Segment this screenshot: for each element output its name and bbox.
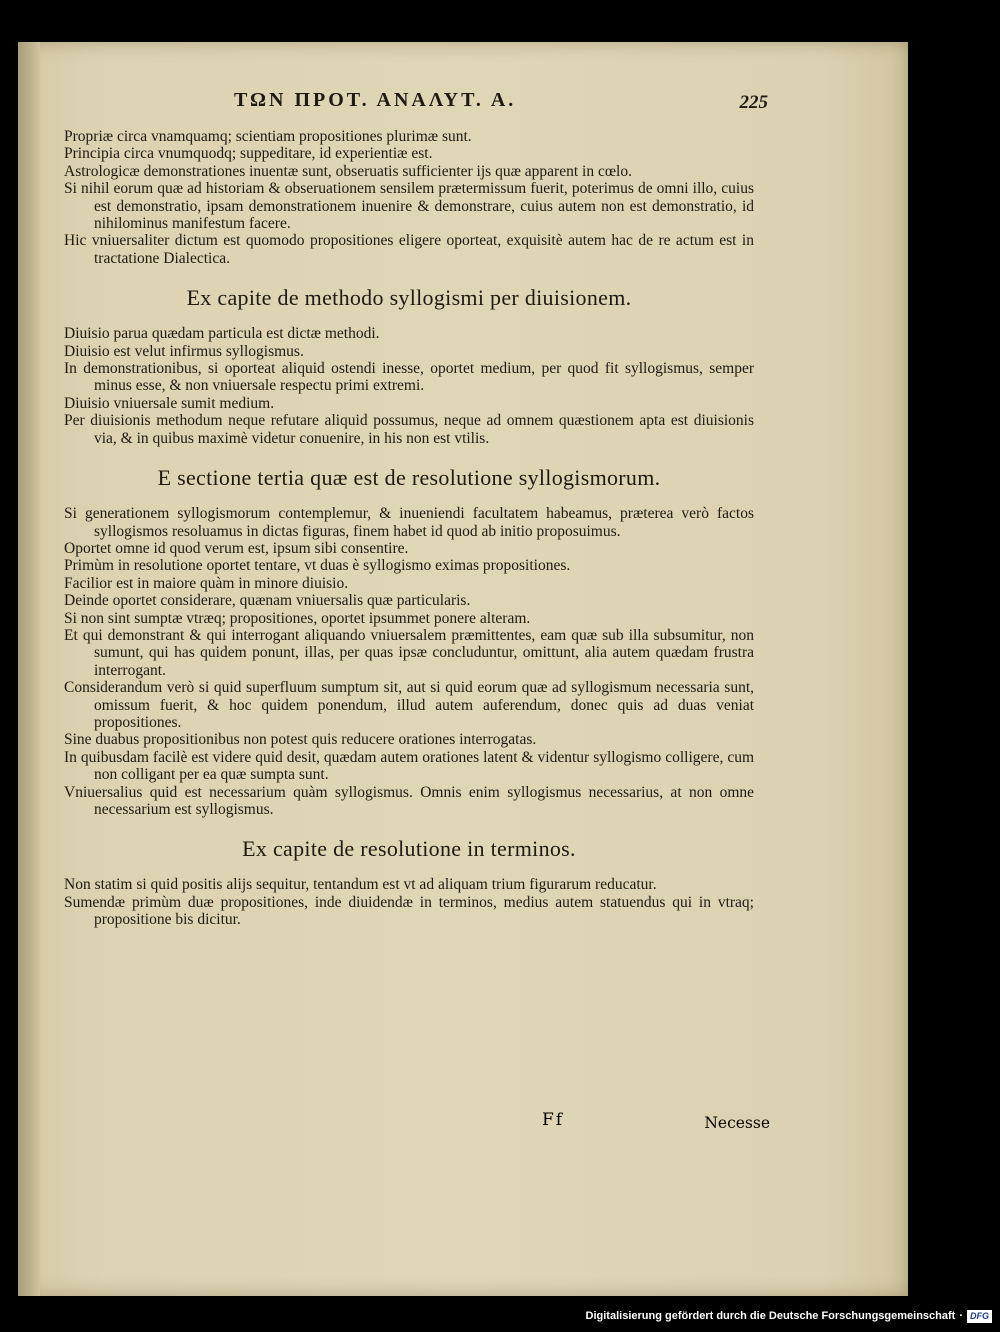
catchword: Necesse	[704, 1114, 770, 1132]
section-heading: Ex capite de methodo syllogismi per diuisionem.	[186, 285, 632, 311]
paragraph: Sumendæ primùm duæ propositiones, inde diuidendæ in terminos, medius autem statuendus qui in vtraq; propositione bis dicitur.	[64, 893, 754, 929]
section-terminos	[64, 836, 754, 928]
paragraph: Non statim si quid positis alijs sequitur, tentandum est vt ad aliquam trium figurarum reducatur.	[64, 876, 657, 894]
credit-text: Digitalisierung gefördert durch die Deutsche Forschungsgemeinschaft	[585, 1310, 956, 1322]
page-number: 225	[739, 92, 768, 113]
paragraph: Facilior est in maiore quàm in minore diuisio.	[64, 574, 349, 592]
section-intro	[64, 128, 754, 267]
paragraph: Propriæ circa vnamquamq; scientiam propositiones plurimæ sunt.	[64, 128, 472, 145]
paragraph: Per diuisionis methodum neque refutare aliquid possumus, neque ad omnem quæstionem apta est diuisionis via, & in quibus maximè videtur conuenire, in his non est vtilis.	[64, 412, 754, 447]
signature-mark: Ff	[542, 1110, 565, 1130]
paragraph: Considerandum verò si quid superfluum sumptum sit, aut si quid eorum quæ ad syllogismum necessaria sunt, omissum fuerit, & hoc quidem ponendum, illud autem auferendum, donec quis ad duas veniat propositiones.	[64, 679, 754, 731]
paragraph: Primùm in resolutione oportet tentare, vt duas è syllogismo eximas propositiones.	[64, 557, 571, 575]
paragraph: Diuisio est velut infirmus syllogismus.	[64, 342, 304, 360]
funding-credit	[586, 1308, 992, 1324]
credit-separator: ·	[959, 1310, 963, 1322]
page-header	[64, 89, 768, 116]
page-content	[64, 89, 768, 929]
paragraph: Si nihil eorum quæ ad historiam & obseruationem sensilem prætermissum fuerit, poterimus de omni illo, cuius est demonstratio, ipsam demonstrationem inuenire & demonstrare, cuius autem non est demonstratio, id nihilominus manifestum facere.	[64, 180, 754, 233]
paragraph: In quibusdam facilè est videre quid desit, quædam autem orationes latent & videntur syllogismo colligere, cum non colligant per ea quæ sumpta sunt.	[64, 748, 754, 784]
paragraph: Sine duabus propositionibus non potest quis reducere orationes interrogatas.	[64, 731, 537, 749]
paragraph: Si generationem syllogismorum contemplemur, & inueniendi facultatem habeamus, præterea verò factos syllogismos resoluamus in dictas figuras, finem habet id quod ab initio proposuimus.	[64, 505, 754, 540]
paragraph: Hic vniuersaliter dictum est quomodo propositiones eligere oporteat, exquisitè autem hac de re actum est in tractatione Dialectica.	[64, 232, 754, 267]
paragraph: In demonstrationibus, si oporteat aliquid ostendi inesse, oportet medium, per quod fit syllogismus, semper minus esse, & non vniuersale respectu primi extremi.	[64, 360, 754, 395]
paragraph: Diuisio vniuersale sumit medium.	[64, 394, 275, 412]
paragraph: Diuisio parua quædam particula est dictæ methodi.	[64, 325, 380, 343]
paragraph: Si non sint sumptæ vtræq; propositiones, oportet ipsummet ponere alteram.	[64, 609, 531, 627]
paragraph: Principia circa vnumquodq; suppeditare, id experientiæ est.	[64, 145, 433, 163]
paragraph: Vniuersalius quid est necessarium quàm syllogismus. Omnis enim syllogismus necessarius, at non omne necessarium est syllogismus.	[64, 783, 754, 818]
page-gutter	[18, 42, 40, 1296]
section-resolutione	[64, 465, 754, 818]
section-heading: E sectione tertia quæ est de resolutione syllogismorum.	[157, 465, 661, 491]
section-methodo	[64, 285, 754, 447]
running-head: ΤΩΝ ΠΡΟΤ. ΑΝΑΛΥΤ. Α.	[234, 89, 517, 111]
paragraph: Oportet omne id quod verum est, ipsum sibi consentire.	[64, 539, 409, 557]
paragraph: Deinde oportet considerare, quænam vniuersalis quæ particularis.	[64, 592, 471, 610]
paragraph: Et qui demonstrant & qui interrogant aliquando vniuersalem præmittentes, eam quæ sub illa subsumitur, non sumunt, qui has quidem ponunt, illas, per quas ipsæ concluduntur, omittunt, alia autem quædam frustra interrogant.	[64, 626, 754, 679]
paragraph: Astrologicæ demonstrationes inuentæ sunt, obseruatis sufficienter ijs quæ apparent in cœlo.	[64, 162, 632, 180]
dfg-logo-icon: DFG	[967, 1310, 992, 1323]
book-page	[18, 42, 908, 1296]
page-footer	[64, 1110, 770, 1134]
section-heading: Ex capite de resolutione in terminos.	[242, 836, 576, 862]
